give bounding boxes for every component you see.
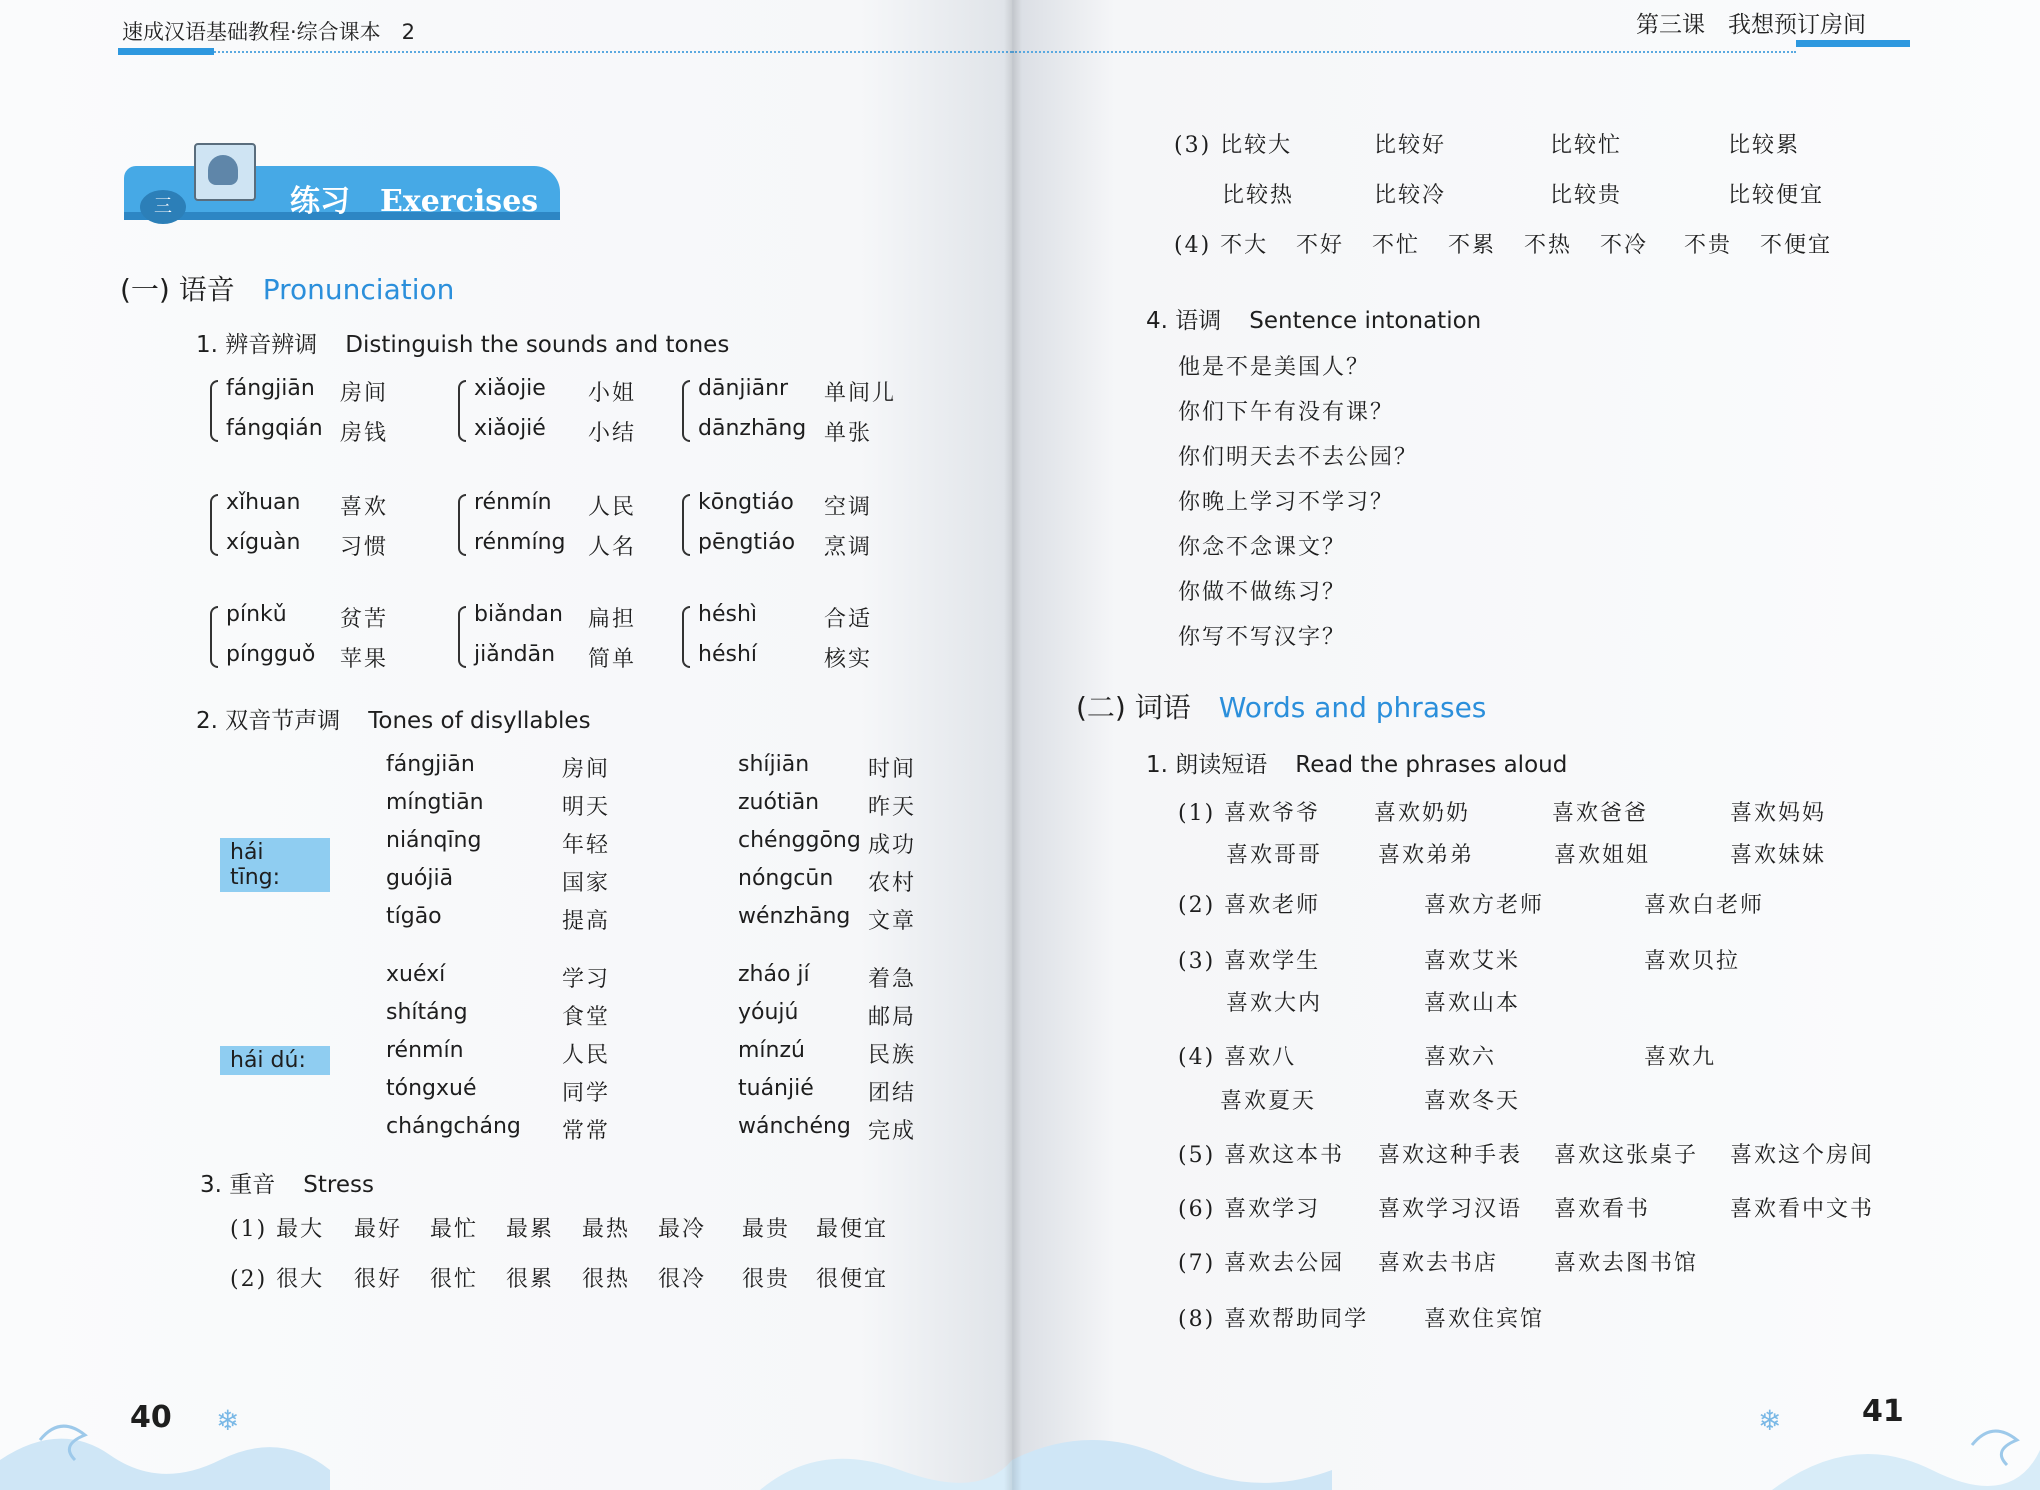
banner-title: 练习 Exercises: [290, 184, 539, 219]
exercise-1-title: [196, 326, 729, 359]
hanzi: 人民: [562, 1043, 611, 1068]
stress-word: 最好: [354, 1217, 403, 1242]
pinyin: kōngtiáo: [698, 490, 794, 515]
exercise-2-title: [196, 702, 591, 735]
snowflake-icon: ❄: [216, 1404, 240, 1437]
right-page: [1012, 0, 2040, 1490]
stress-word: 比较便宜: [1728, 183, 1825, 208]
pinyin: héshí: [698, 642, 757, 667]
exercises-icon: [194, 143, 256, 201]
hanzi: 团结: [868, 1081, 917, 1106]
phrase: 喜欢去图书馆: [1554, 1251, 1699, 1276]
phrase: 喜欢弟弟: [1378, 843, 1475, 868]
hanzi: 习惯: [340, 535, 389, 560]
hanzi: 房间: [340, 381, 389, 406]
hanzi: 邮局: [868, 1005, 917, 1030]
section-words: [1076, 686, 1486, 726]
stress-word: 不便宜: [1760, 233, 1833, 258]
phrase: 喜欢去书店: [1378, 1251, 1499, 1276]
brace: [210, 380, 218, 442]
stress-word: 很忙: [430, 1267, 479, 1292]
stress-word: 比较贵: [1550, 183, 1623, 208]
phrase: 喜欢奶奶: [1374, 801, 1471, 826]
hanzi: 烹调: [824, 535, 873, 560]
phrase: 喜欢六: [1424, 1045, 1497, 1070]
header-bar: [1796, 40, 1910, 47]
phrase: 喜欢方老师: [1424, 893, 1545, 918]
hanzi: 食堂: [562, 1005, 611, 1030]
phrase: 喜欢姐姐: [1554, 843, 1651, 868]
phrase: 喜欢这种手表: [1378, 1143, 1523, 1168]
pinyin: pēngtiáo: [698, 530, 796, 555]
hanzi: 房钱: [340, 421, 389, 446]
exercise-5-title: [1146, 746, 1567, 779]
exercise-title-en: Distinguish the sounds and tones: [345, 332, 730, 358]
header-dots: [214, 51, 1012, 53]
pinyin: xǐhuan: [226, 490, 301, 515]
phrase: 喜欢冬天: [1424, 1089, 1521, 1114]
phrase: 喜欢住宾馆: [1424, 1307, 1545, 1332]
stress-word: (2) 很大: [230, 1267, 325, 1292]
hanzi: 简单: [588, 647, 637, 672]
hanzi: 昨天: [868, 795, 917, 820]
stress-word: 很便宜: [816, 1267, 889, 1292]
pinyin: chénggōng: [738, 828, 861, 853]
phrase: 喜欢学习汉语: [1378, 1197, 1523, 1222]
pinyin: xuéxí: [386, 962, 446, 987]
stress-word: 比较冷: [1374, 183, 1447, 208]
stress-word: 不热: [1524, 233, 1573, 258]
pinyin: fángqián: [226, 416, 323, 441]
header-dots: [1012, 51, 1796, 53]
hanzi: 同学: [562, 1081, 611, 1106]
pinyin: wánchéng: [738, 1114, 851, 1139]
banner-number: 三: [140, 190, 186, 224]
exercise-4-title: [1146, 302, 1481, 335]
brace: [210, 606, 218, 668]
header-bar: [118, 48, 214, 55]
pinyin: yóujú: [738, 1000, 799, 1025]
intonation-sentence: 你晚上学习不学习？: [1178, 490, 1395, 515]
exercise-title-en: Read the phrases aloud: [1295, 752, 1568, 778]
hanzi: 完成: [868, 1119, 917, 1144]
stress-word: (4) 不大: [1174, 233, 1269, 258]
hanzi: 着急: [868, 967, 917, 992]
stress-word: 很累: [506, 1267, 555, 1292]
stress-word: 不冷: [1600, 233, 1649, 258]
wave-decoration: [1012, 1400, 2040, 1490]
exercise-title-zh: 1. 辨音辨调: [196, 332, 318, 358]
hanzi: 常常: [562, 1119, 611, 1144]
stress-word: 很热: [582, 1267, 631, 1292]
pinyin: shítáng: [386, 1000, 468, 1025]
phrase: (1) 喜欢爷爷: [1178, 801, 1321, 826]
phrase: 喜欢夏天: [1220, 1089, 1317, 1114]
stress-word: 比较忙: [1550, 133, 1623, 158]
hanzi: 单张: [824, 421, 873, 446]
exercise-title-zh: 3. 重音: [200, 1172, 276, 1198]
exercise-title-en: Tones of disyllables: [368, 708, 591, 734]
phrase: 喜欢看书: [1554, 1197, 1651, 1222]
section-zh: (一) 语音: [120, 273, 235, 306]
page-number-right: 41: [1862, 1394, 1904, 1429]
hanzi: 人民: [588, 495, 637, 520]
phrase: 喜欢妹妹: [1730, 843, 1827, 868]
pinyin: fángjiān: [226, 376, 315, 401]
hanzi: 年轻: [562, 833, 611, 858]
stress-word: 比较好: [1374, 133, 1447, 158]
brace: [458, 380, 466, 442]
stress-word: 比较累: [1728, 133, 1801, 158]
exercise-title-en: Sentence intonation: [1249, 308, 1482, 334]
pinyin: rénmín: [474, 490, 552, 515]
wave-decoration: [0, 1400, 1012, 1490]
stress-word: 很贵: [742, 1267, 791, 1292]
phrase: (8) 喜欢帮助同学: [1178, 1307, 1369, 1332]
brace: [458, 606, 466, 668]
tag-hai-du: hái dú:: [220, 1046, 330, 1075]
hanzi: 房间: [562, 757, 611, 782]
phrase: 喜欢爸爸: [1552, 801, 1649, 826]
stress-word: 最便宜: [816, 1217, 889, 1242]
intonation-sentence: 你写不写汉字？: [1178, 625, 1347, 650]
phrase: 喜欢看中文书: [1730, 1197, 1875, 1222]
pinyin: jiǎndān: [474, 642, 556, 667]
stress-word: 比较热: [1222, 183, 1295, 208]
exercise-3-title: [200, 1166, 374, 1199]
pinyin: zháo jí: [738, 962, 810, 987]
hanzi: 成功: [868, 833, 917, 858]
stress-word: 最冷: [658, 1217, 707, 1242]
pinyin: niánqīng: [386, 828, 482, 853]
pinyin: chángcháng: [386, 1114, 521, 1139]
stress-word: 最贵: [742, 1217, 791, 1242]
stress-word: 最热: [582, 1217, 631, 1242]
phrase: 喜欢妈妈: [1730, 801, 1827, 826]
phrase: 喜欢贝拉: [1644, 949, 1741, 974]
pinyin: tuánjié: [738, 1076, 814, 1101]
hanzi: 国家: [562, 871, 611, 896]
hanzi: 单间儿: [824, 381, 897, 406]
brace: [210, 494, 218, 556]
hanzi: 人名: [588, 535, 637, 560]
brace: [682, 494, 690, 556]
phrase: 喜欢九: [1644, 1045, 1717, 1070]
pinyin: dānzhāng: [698, 416, 807, 441]
hanzi: 贫苦: [340, 607, 389, 632]
intonation-sentence: 你们明天去不去公园？: [1178, 445, 1419, 470]
phrase: 喜欢艾米: [1424, 949, 1521, 974]
phrase: (2) 喜欢老师: [1178, 893, 1321, 918]
pinyin: pínkǔ: [226, 602, 287, 627]
pinyin: zuótiān: [738, 790, 820, 815]
intonation-sentence: 他是不是美国人？: [1178, 355, 1371, 380]
pinyin: xiǎojie: [474, 376, 546, 401]
hanzi: 合适: [824, 607, 873, 632]
pinyin: shíjiān: [738, 752, 810, 777]
phrase: 喜欢大内: [1226, 991, 1323, 1016]
stress-word: 不累: [1448, 233, 1497, 258]
hanzi: 提高: [562, 909, 611, 934]
book-gutter: [1004, 0, 1022, 1490]
pinyin: rénmín: [386, 1038, 464, 1063]
right-header: 第三课 我想预订房间: [1636, 12, 1866, 38]
pinyin: nóngcūn: [738, 866, 834, 891]
pinyin: rénmíng: [474, 530, 566, 555]
hanzi: 空调: [824, 495, 873, 520]
hanzi: 扁担: [588, 607, 637, 632]
stress-word: 不贵: [1684, 233, 1733, 258]
phrase: (4) 喜欢八: [1178, 1045, 1297, 1070]
phrase: 喜欢哥哥: [1226, 843, 1323, 868]
phrase: (3) 喜欢学生: [1178, 949, 1321, 974]
exercise-title-zh: 2. 双音节声调: [196, 708, 341, 734]
stress-word: 不忙: [1372, 233, 1421, 258]
left-page: [0, 0, 1012, 1490]
hanzi: 文章: [868, 909, 917, 934]
left-header: 速成汉语基础教程·综合课本 2: [122, 20, 416, 44]
exercise-title-en: Stress: [303, 1172, 374, 1198]
hanzi: 时间: [868, 757, 917, 782]
brace: [682, 380, 690, 442]
section-en: Pronunciation: [262, 273, 455, 306]
pinyin: tóngxué: [386, 1076, 477, 1101]
phrase: (6) 喜欢学习: [1178, 1197, 1321, 1222]
stress-word: 不好: [1296, 233, 1345, 258]
page-number-left: 40: [130, 1400, 172, 1435]
stress-word: 最忙: [430, 1217, 479, 1242]
snowflake-icon: ❄: [1758, 1404, 1782, 1437]
stress-word: 很好: [354, 1267, 403, 1292]
hanzi: 民族: [868, 1043, 917, 1068]
phrase: 喜欢这个房间: [1730, 1143, 1875, 1168]
hanzi: 核实: [824, 647, 873, 672]
phrase: 喜欢这张桌子: [1554, 1143, 1699, 1168]
hanzi: 苹果: [340, 647, 389, 672]
stress-word: (3) 比较大: [1174, 133, 1293, 158]
pinyin: míngtiān: [386, 790, 484, 815]
hanzi: 学习: [562, 967, 611, 992]
hanzi: 小姐: [588, 381, 637, 406]
stress-word: (1) 最大: [230, 1217, 325, 1242]
brace: [458, 494, 466, 556]
brace: [682, 606, 690, 668]
pinyin: wénzhāng: [738, 904, 851, 929]
exercise-title-zh: 4. 语调: [1146, 308, 1222, 334]
phrase: 喜欢山本: [1424, 991, 1521, 1016]
pinyin: héshì: [698, 602, 757, 627]
section-pronunciation: [120, 268, 454, 308]
hanzi: 喜欢: [340, 495, 389, 520]
hanzi: 小结: [588, 421, 637, 446]
hanzi: 明天: [562, 795, 611, 820]
stress-word: 最累: [506, 1217, 555, 1242]
pinyin: guójiā: [386, 866, 454, 891]
pinyin: xíguàn: [226, 530, 301, 555]
stress-word: 很冷: [658, 1267, 707, 1292]
pinyin: mínzú: [738, 1038, 805, 1063]
exercise-title-zh: 1. 朗读短语: [1146, 752, 1268, 778]
tag-hai-ting: hái tīng:: [220, 838, 330, 892]
pinyin: dānjiānr: [698, 376, 789, 401]
section-en: Words and phrases: [1218, 691, 1487, 724]
intonation-sentence: 你做不做练习？: [1178, 580, 1347, 605]
intonation-sentence: 你念不念课文？: [1178, 535, 1347, 560]
pinyin: xiǎojié: [474, 416, 546, 441]
pinyin: píngguǒ: [226, 642, 316, 667]
section-zh: (二) 词语: [1076, 691, 1191, 724]
phrase: (5) 喜欢这本书: [1178, 1143, 1345, 1168]
hanzi: 农村: [868, 871, 917, 896]
pinyin: fángjiān: [386, 752, 475, 777]
intonation-sentence: 你们下午有没有课？: [1178, 400, 1395, 425]
phrase: 喜欢白老师: [1644, 893, 1765, 918]
pinyin: biǎndan: [474, 602, 563, 627]
pinyin: tígāo: [386, 904, 442, 929]
phrase: (7) 喜欢去公园: [1178, 1251, 1345, 1276]
